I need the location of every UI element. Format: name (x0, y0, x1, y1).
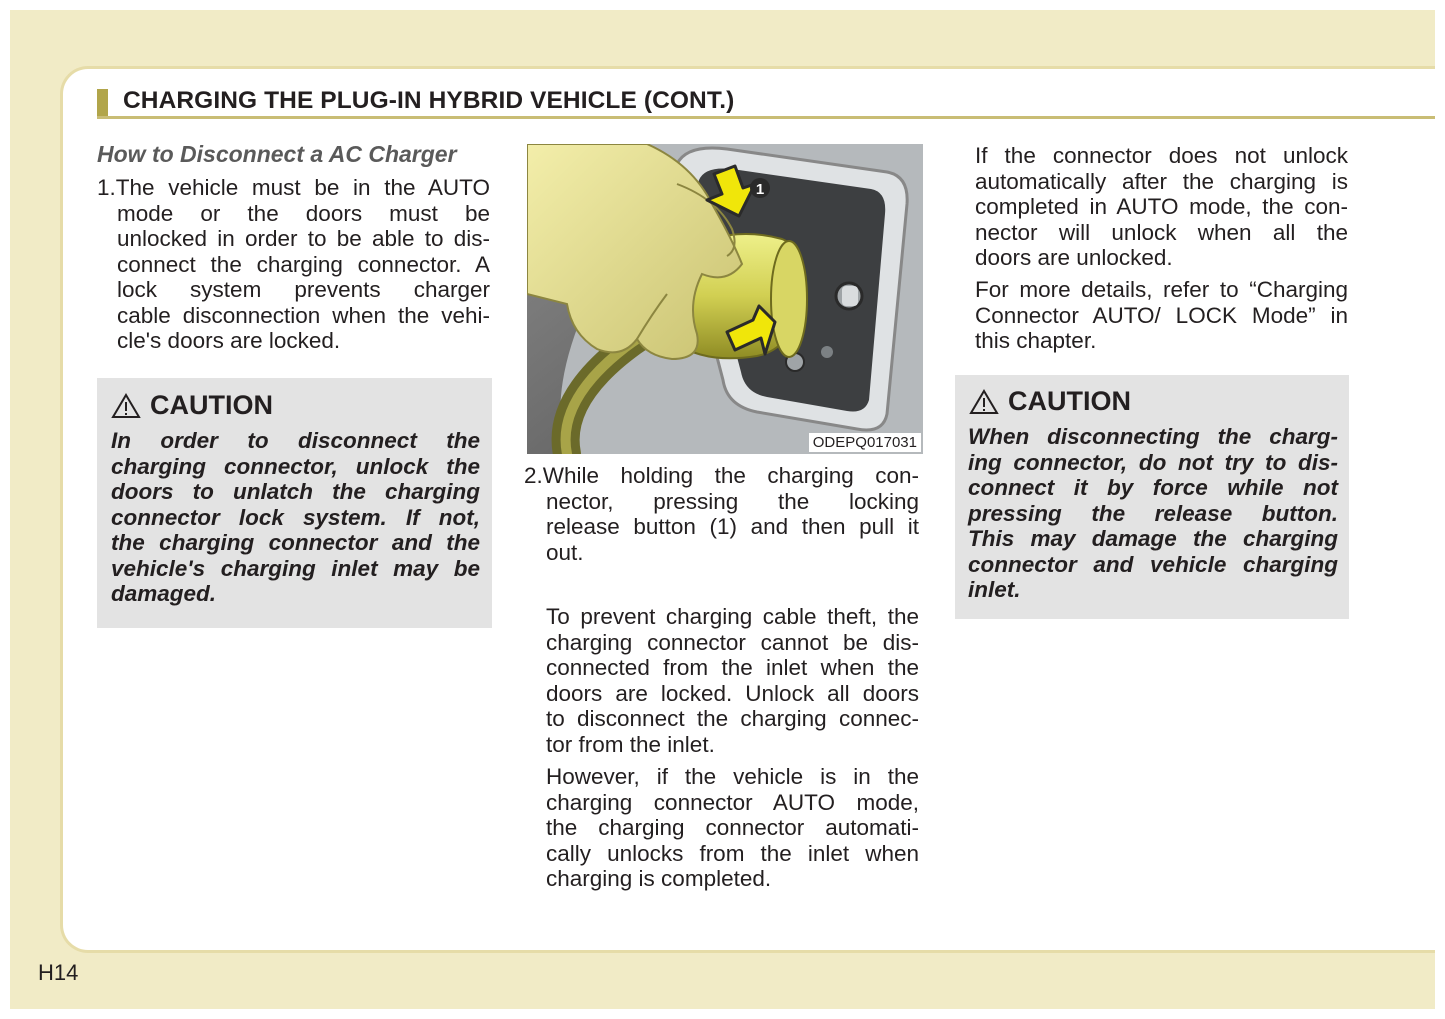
text-line: However, if the vehicle is in the (546, 764, 919, 789)
text-line: connector lock system. If not, (111, 504, 480, 530)
text-line: charging connector AUTO mode, (546, 789, 919, 815)
text-line: connector and vehicle charging (968, 551, 1338, 577)
text-line: In order to disconnect the (111, 428, 480, 453)
text-line: doors are locked. Unlock all doors (546, 680, 919, 706)
warning-triangle-icon (111, 393, 141, 419)
caution-title (969, 386, 1131, 417)
text-line: For more details, refer to “Charging (975, 277, 1348, 302)
step-2-paragraph (524, 463, 919, 565)
header-marker (97, 89, 108, 116)
step-1-paragraph (97, 175, 490, 354)
text-line: connect the charging connector. A (117, 251, 490, 277)
text-line: doors to unlatch the charging (111, 479, 480, 504)
details-paragraph (975, 277, 1348, 354)
text-line: this chapter. (975, 328, 1097, 353)
text-line: nector will unlock when all the (975, 219, 1348, 245)
theft-paragraph (546, 604, 919, 757)
caution-box-right (955, 375, 1349, 619)
text-line: completed in AUTO mode, the con- (975, 194, 1348, 219)
text-line: mode or the doors must be (117, 200, 490, 226)
text-line: connect it by force while not (968, 475, 1338, 500)
unlock-paragraph (975, 143, 1348, 271)
text-line: 1.The vehicle must be in the AUTO (97, 175, 490, 200)
text-line: charging connector, unlock the (111, 453, 480, 479)
text-line: the charging connector and the (111, 530, 480, 555)
text-line: unlocked in order to be able to dis- (117, 226, 490, 251)
text-line: charging is completed. (546, 866, 772, 891)
text-line: lock system prevents charger (117, 277, 490, 302)
text-line: automatically after the charging is (975, 168, 1348, 194)
text-line: When disconnecting the charg- (968, 424, 1338, 449)
caution-label: CAUTION (150, 390, 273, 420)
text-line: cable disconnection when the vehi- (117, 302, 490, 328)
text-line: cle's doors are locked. (117, 328, 341, 353)
text-line: the charging connector automati- (546, 815, 919, 840)
text-line: ing connector, do not try to dis- (968, 449, 1338, 475)
text-line: out. (546, 539, 584, 565)
page-title: CHARGING THE PLUG-IN HYBRID VEHICLE (CONT.) (123, 87, 735, 114)
caution-box-left (97, 378, 492, 628)
caution-title (111, 390, 273, 421)
text-line: Connector AUTO/ LOCK Mode” in (975, 302, 1348, 328)
text-line: To prevent charging cable theft, the (546, 604, 919, 629)
section-header (97, 88, 1435, 119)
caution-body (968, 424, 1338, 603)
text-line: nector, pressing the locking (546, 488, 919, 514)
caution-body (111, 428, 480, 607)
text-line: 2.While holding the charging con- (524, 463, 919, 488)
text-line: damaged. (111, 581, 217, 606)
text-line: tor from the inlet. (546, 731, 715, 757)
text-line: cally unlocks from the inlet when (546, 840, 919, 866)
warning-triangle-icon (969, 389, 999, 415)
image-code: ODEPQ017031 (809, 433, 921, 452)
text-line: release button (1) and then pull it (546, 514, 919, 539)
text-line: This may damage the charging (968, 526, 1338, 551)
text-line: vehicle's charging inlet may be (111, 555, 480, 581)
callout-number: 1 (755, 181, 765, 198)
text-line: connected from the inlet when the (546, 655, 919, 680)
connector-illustration (527, 144, 923, 454)
text-line: pressing the release button. (968, 500, 1338, 526)
text-line: doors are unlocked. (975, 245, 1173, 270)
text-line: If the connector does not unlock (975, 143, 1348, 168)
connector-drawing (527, 144, 923, 454)
caution-label: CAUTION (1008, 386, 1131, 416)
page-number: H14 (38, 960, 79, 985)
text-line: inlet. (968, 577, 1021, 602)
auto-mode-paragraph (546, 764, 919, 892)
text-line: to disconnect the charging connec- (546, 706, 919, 731)
text-line: charging connector cannot be dis- (546, 629, 919, 655)
subheading: How to Disconnect a AC Charger (97, 141, 457, 167)
